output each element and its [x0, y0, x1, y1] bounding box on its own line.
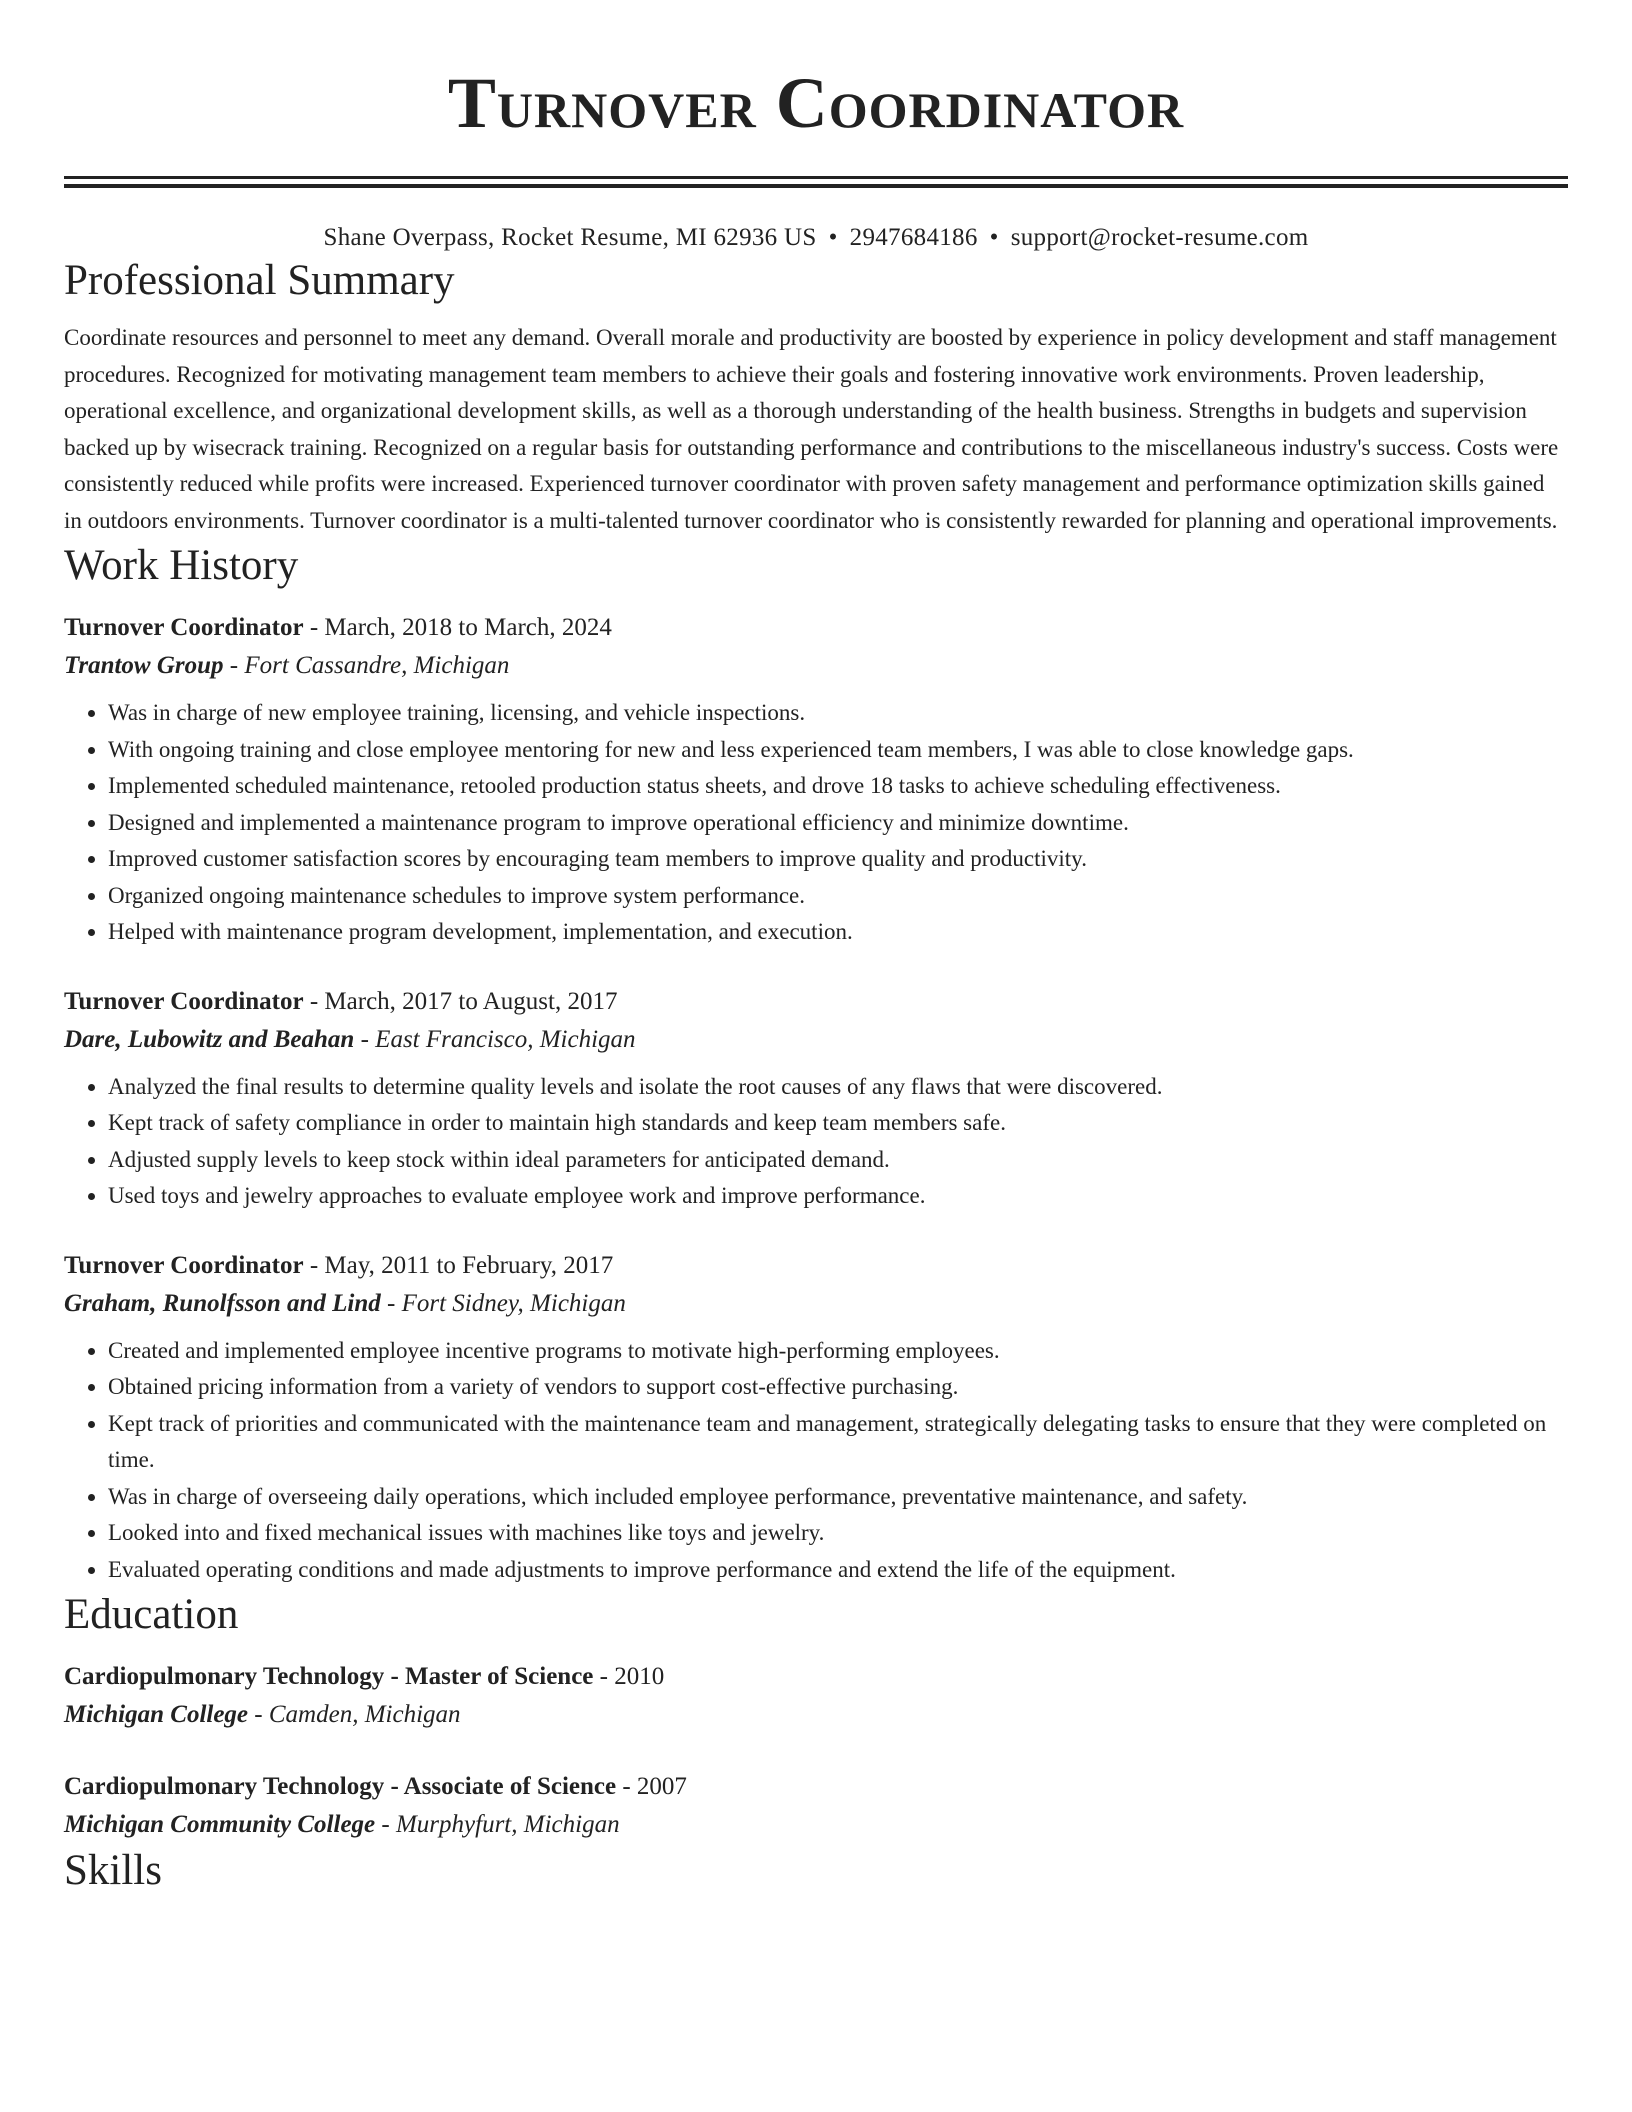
- contact-phone: 2947684186: [849, 224, 978, 251]
- title-rule-top: [64, 176, 1568, 179]
- education-degree-line: [64, 1658, 1568, 1696]
- job-company-line: [64, 647, 1568, 685]
- job-company-line: [64, 1285, 1568, 1323]
- job-bullet: • Was in charge of new employee training, licensing, and vehicle inspections.: [108, 695, 1568, 732]
- education-entry: [64, 1768, 1568, 1844]
- education-degree-line: [64, 1768, 1568, 1806]
- contact-address: Shane Overpass, Rocket Resume, MI 62936 US: [323, 224, 817, 251]
- job-bullet: • Improved customer satisfaction scores by encouraging team members to improve quality and productivity.: [108, 841, 1568, 878]
- job-bullet: • Evaluated operating conditions and made adjustments to improve performance and extend the life of the equipment.: [108, 1552, 1568, 1589]
- job-bullet: • Obtained pricing information from a variety of vendors to support cost-effective purchasing.: [108, 1369, 1568, 1406]
- job-dates: - May, 2011 to February, 2017: [303, 1251, 614, 1279]
- education-entry: [64, 1658, 1568, 1734]
- job-bullet: • Organized ongoing maintenance schedules to improve system performance.: [108, 878, 1568, 915]
- job-bullets: [64, 1069, 1568, 1215]
- job-location: - Fort Cassandre, Michigan: [223, 652, 510, 679]
- job-location: - East Francisco, Michigan: [354, 1025, 636, 1053]
- job-title-line: [64, 1247, 1568, 1285]
- contact-line: [64, 222, 1568, 254]
- job-dates: - March, 2017 to August, 2017: [303, 987, 618, 1015]
- job-location: - Fort Sidney, Michigan: [380, 1289, 626, 1317]
- job-bullet: • Analyzed the final results to determine quality levels and isolate the root causes of any flaws that were discovered.: [108, 1069, 1568, 1106]
- job-entry: [64, 1247, 1568, 1589]
- education-school-line: [64, 1696, 1568, 1734]
- work-history-heading: Work History: [64, 542, 299, 589]
- job-entry: [64, 609, 1568, 951]
- contact-email: support@rocket-resume.com: [1010, 224, 1309, 251]
- job-bullets: [64, 695, 1568, 951]
- job-bullet: • Created and implemented employee incentive programs to motivate high-performing employees.: [108, 1333, 1568, 1370]
- education-school: Michigan College: [64, 1701, 249, 1728]
- education-degree: Cardiopulmonary Technology - Associate of Science: [64, 1773, 617, 1800]
- contact-separator: •: [989, 224, 999, 251]
- education-school-line: [64, 1806, 1568, 1844]
- education-school: Michigan Community College: [64, 1811, 376, 1838]
- summary-text: Coordinate resources and personnel to meet any demand. Overall morale and productivity are boosted by experience in policy development and staff management procedures. Recognized for motivating management team members to achieve their goals and fostering innovative work environments. Proven leadership, operational excellence, and organizational development skills, as well as a thorough understanding of the health business. Strengths in budgets and supervision backed up by wisecrack training. Recognized on a regular basis for outstanding performance and contributions to the miscellaneous industry's success. Costs were consistently reduced while profits were increased. Experienced turnover coordinator with proven safety management and performance optimization skills gained in outdoors environments. Turnover coordinator is a multi-talented turnover coordinator who is consistently rewarded for planning and operational improvements.: [64, 325, 1559, 533]
- resume-title: Turnover Coordinator: [447, 63, 1185, 143]
- job-company: Dare, Lubowitz and Beahan: [64, 1025, 355, 1053]
- education-location: - Camden, Michigan: [248, 1701, 461, 1728]
- job-bullet: • Helped with maintenance program development, implementation, and execution.: [108, 914, 1568, 951]
- job-bullet: • Adjusted supply levels to keep stock within ideal parameters for anticipated demand.: [108, 1142, 1568, 1179]
- job-bullet: • Kept track of safety compliance in order to maintain high standards and keep team members safe.: [108, 1105, 1568, 1142]
- job-bullets: [64, 1333, 1568, 1589]
- education-year: - 2007: [616, 1773, 687, 1800]
- job-company-line: [64, 1021, 1568, 1059]
- job-entry: [64, 983, 1568, 1215]
- job-title: Turnover Coordinator: [64, 987, 304, 1015]
- title-rule-bottom: [64, 184, 1568, 188]
- summary-heading: Professional Summary: [64, 257, 455, 304]
- job-bullet: • Looked into and fixed mechanical issues with machines like toys and jewelry.: [108, 1515, 1568, 1552]
- job-company: Graham, Runolfsson and Lind: [64, 1289, 381, 1317]
- job-title-line: [64, 983, 1568, 1021]
- education-degree: Cardiopulmonary Technology - Master of Science: [64, 1663, 594, 1690]
- education-year: - 2010: [593, 1663, 665, 1690]
- job-bullet: • Kept track of priorities and communicated with the maintenance team and management, strategically delegating tasks to ensure that they were completed on time.: [108, 1406, 1568, 1479]
- job-dates: - March, 2018 to March, 2024: [303, 614, 612, 641]
- job-company: Trantow Group: [64, 652, 224, 679]
- contact-separator: •: [828, 224, 838, 251]
- job-bullet: • Was in charge of overseeing daily operations, which included employee performance, preventative maintenance, and safety.: [108, 1479, 1568, 1516]
- resume-page: [64, 0, 1568, 1898]
- job-bullet: • Designed and implemented a maintenance program to improve operational efficiency and minimize downtime.: [108, 805, 1568, 842]
- job-title-line: [64, 609, 1568, 647]
- education-heading: Education: [64, 1591, 239, 1638]
- education-location: - Murphyfurt, Michigan: [375, 1811, 620, 1838]
- job-title: Turnover Coordinator: [64, 614, 304, 641]
- job-title: Turnover Coordinator: [64, 1251, 304, 1279]
- job-bullet: • Implemented scheduled maintenance, retooled production status sheets, and drove 18 tasks to achieve scheduling effectiveness.: [108, 768, 1568, 805]
- skills-heading: Skills: [64, 1847, 162, 1894]
- job-bullet: • With ongoing training and close employee mentoring for new and less experienced team members, I was able to close knowledge gaps.: [108, 732, 1568, 769]
- job-bullet: • Used toys and jewelry approaches to evaluate employee work and improve performance.: [108, 1178, 1568, 1215]
